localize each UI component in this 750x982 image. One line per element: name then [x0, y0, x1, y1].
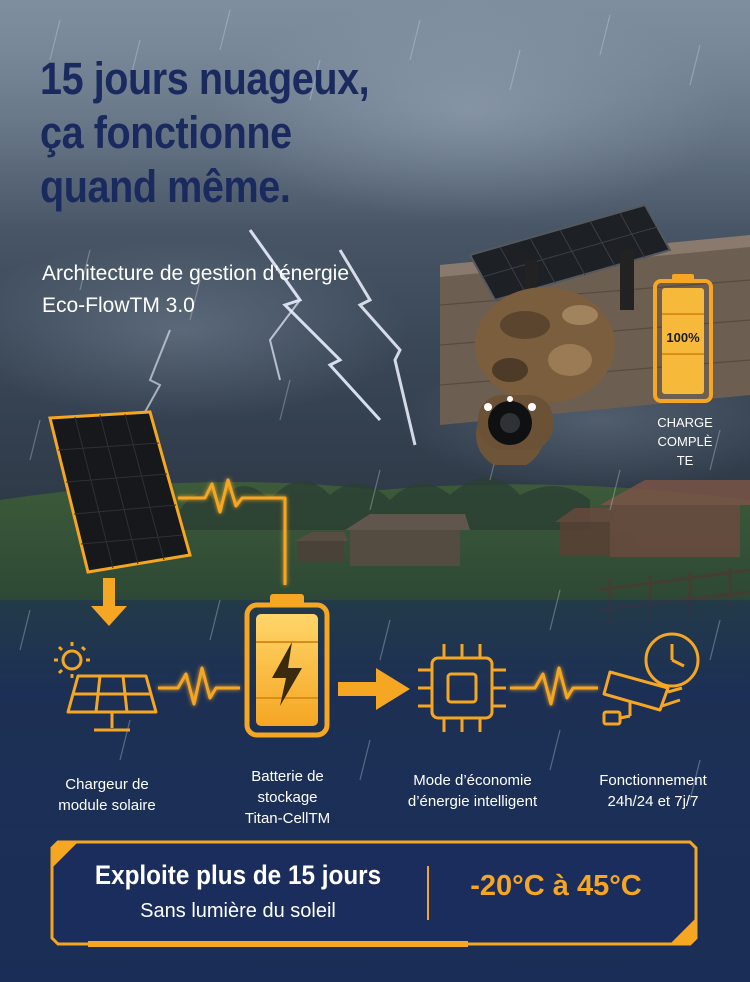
headline-line-2: ça fonctionne [40, 107, 292, 158]
step-camera-line-2: 24h/24 et 7j/7 [607, 793, 699, 810]
step-chip-line-1: Mode d’économie [413, 772, 532, 789]
solar-panel-icon [50, 638, 162, 738]
charge-label-line-1: CHARGE [657, 415, 713, 430]
headline [40, 52, 369, 214]
step-label-battery [215, 766, 360, 829]
step-chip-line-2: d’énergie intelligent [407, 793, 538, 810]
banner-main-text: Exploite plus de 15 jours [94, 860, 382, 890]
step-battery-line-2: stockage [257, 789, 318, 806]
step-camera-line-1: Fonctionnement [599, 772, 707, 789]
headline-line-3: quand même. [40, 161, 291, 212]
step-label-camera [568, 770, 738, 812]
step-battery-line-1: Batterie de [251, 768, 324, 785]
step-solar-line-1: Chargeur de [65, 776, 149, 793]
battery-percent: 100% [666, 330, 700, 345]
headline-line-1: 15 jours nuageux, [40, 53, 370, 104]
step-solar-line-2: module solaire [58, 797, 156, 814]
charge-label-line-3: TE [676, 452, 694, 468]
step-battery-line-3: Titan-CellTM [244, 810, 331, 827]
step-label-solar [32, 774, 182, 816]
banner-sub-text: Sans lumière du soleil [140, 900, 336, 922]
charge-label-line-2: COMPLÈ [657, 433, 713, 449]
chip-icon [412, 638, 512, 738]
subtitle-line-2: Eco-FlowTM 3.0 [42, 294, 195, 317]
step-label-chip [380, 770, 565, 812]
subtitle-line-1: Architecture de gestion d’énergie [42, 262, 350, 285]
camera-clock-icon [600, 630, 710, 730]
banner-temperature: -20°C à 45°C [470, 870, 642, 902]
battery-icon [242, 590, 332, 740]
